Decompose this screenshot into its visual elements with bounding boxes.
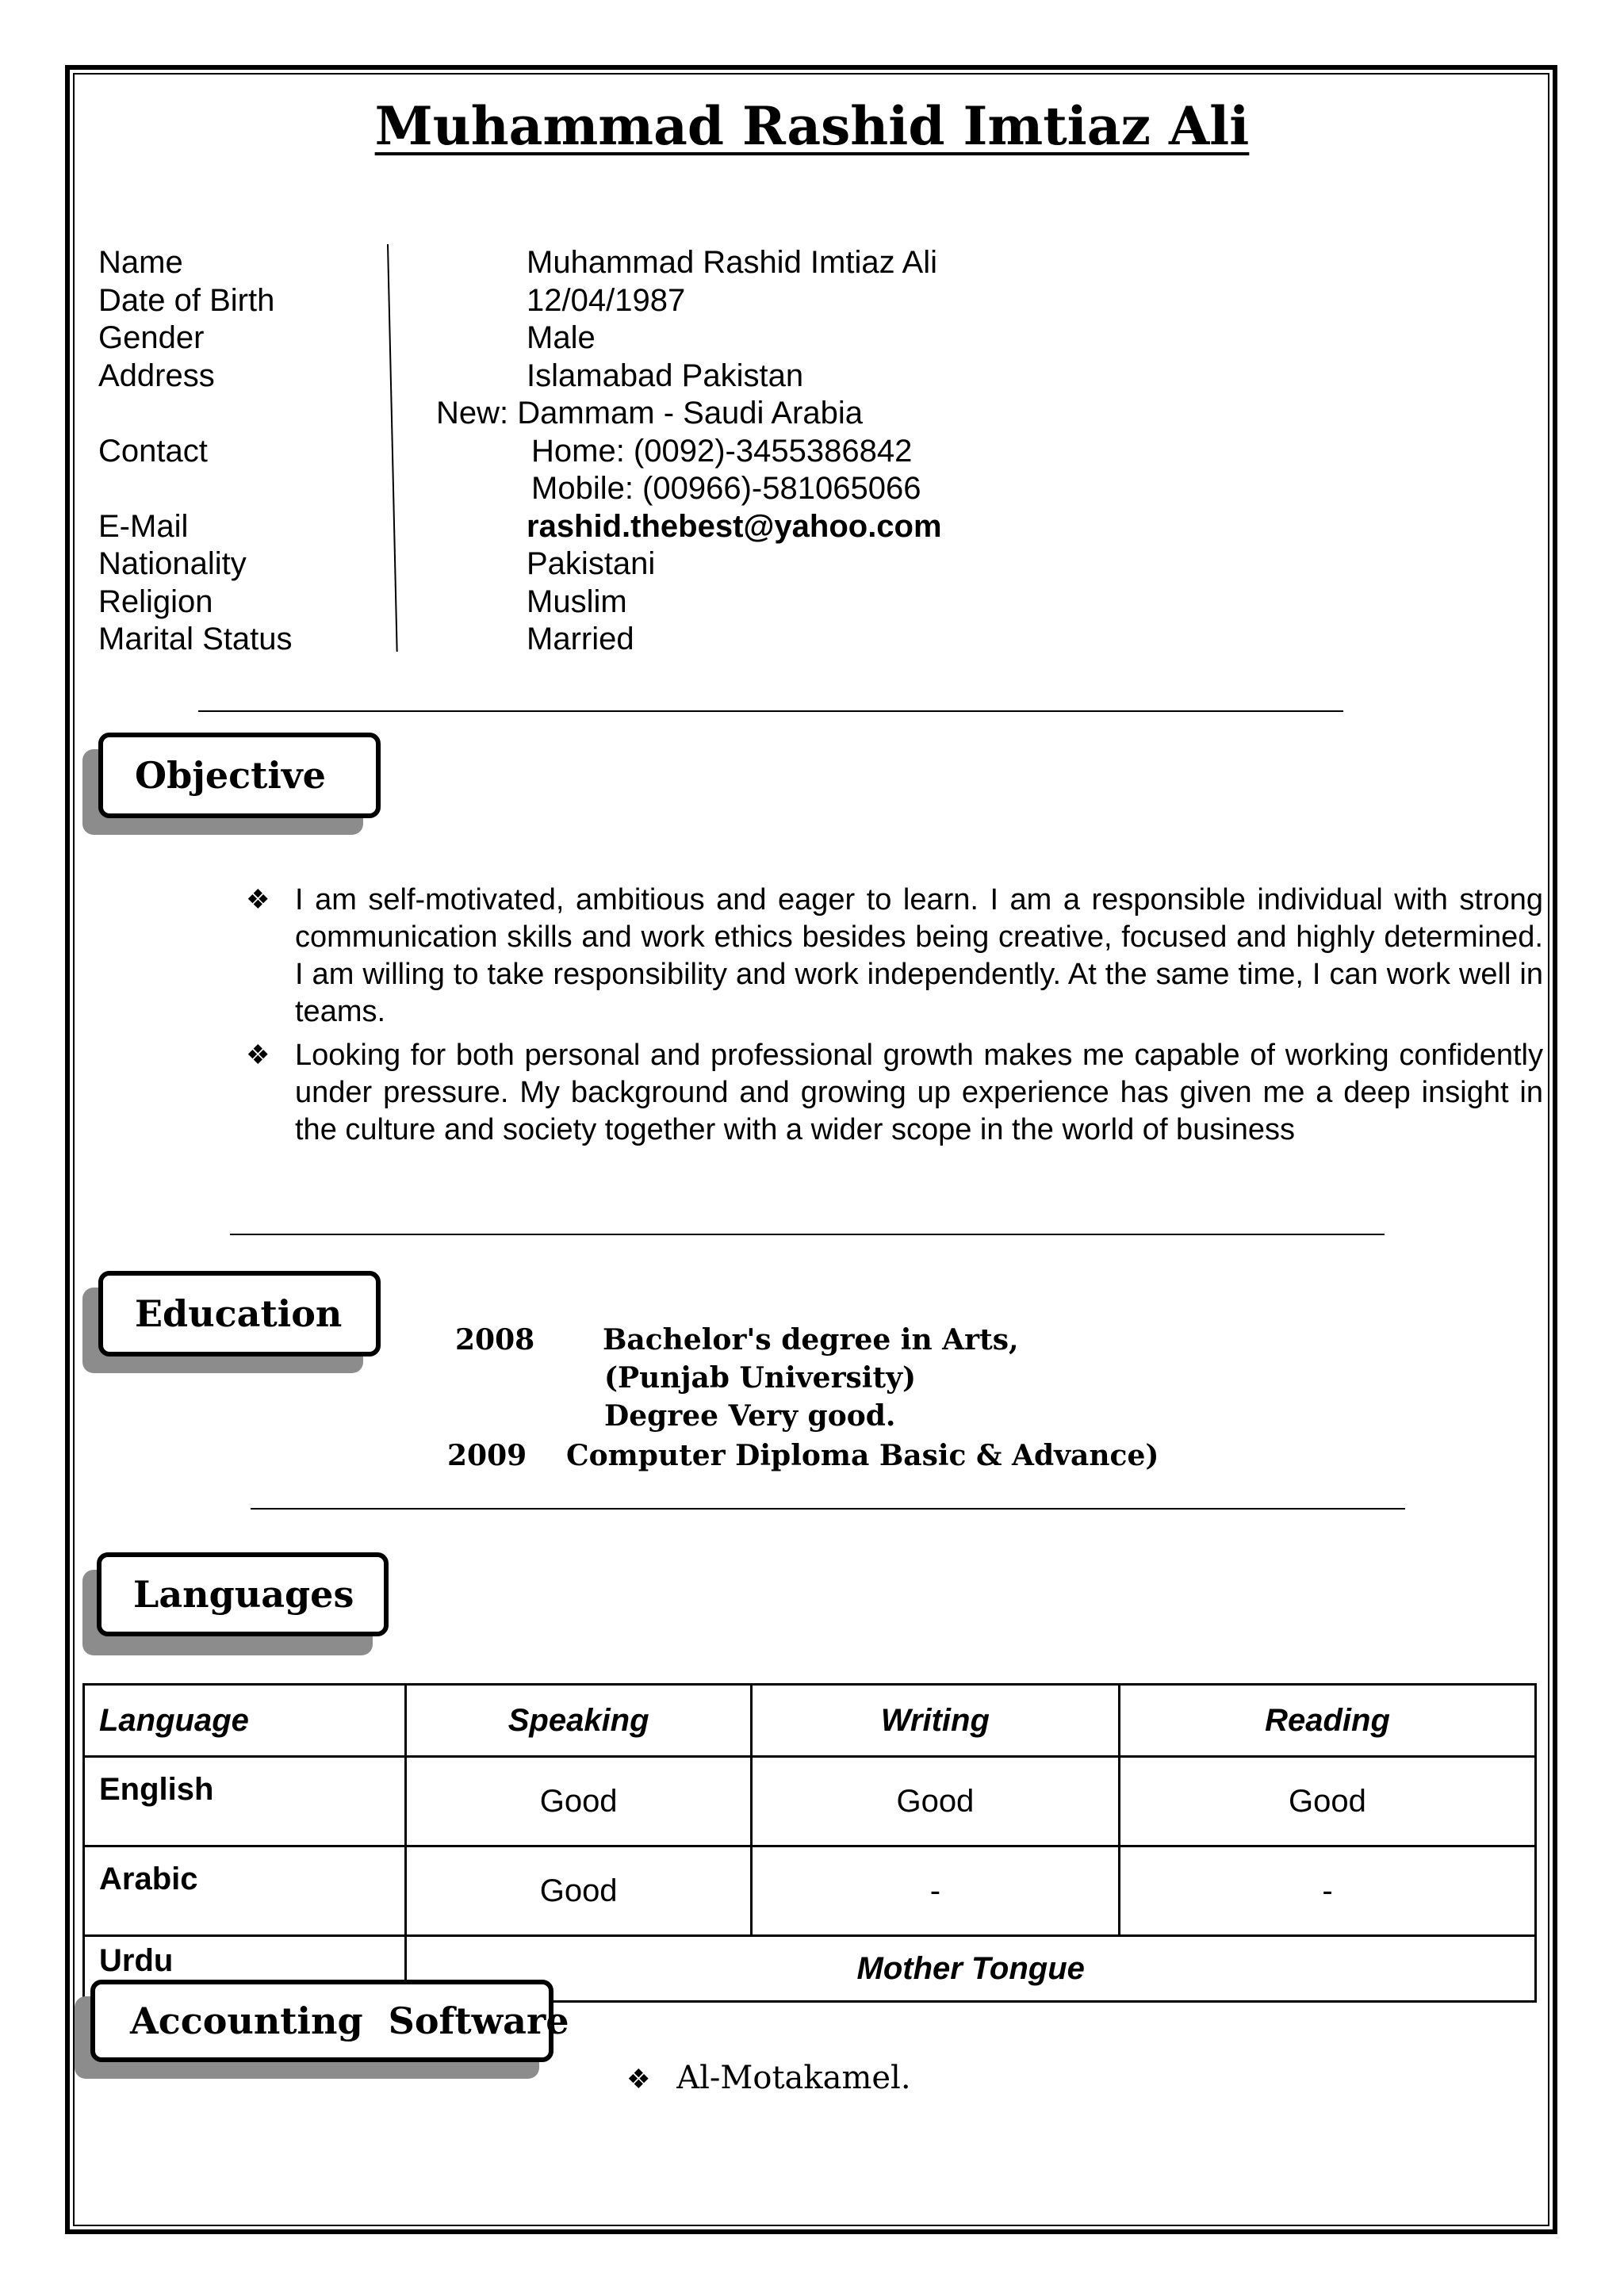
header-reading: Reading [1119, 1685, 1535, 1757]
label-nationality: Nationality [98, 546, 247, 581]
cell-language: English [84, 1757, 406, 1846]
label-marital-status: Marital Status [98, 622, 293, 656]
table-header-row [84, 1685, 1536, 1757]
value-nationality: Pakistani [527, 546, 656, 581]
software-item-text: Al-Motakamel. [676, 2060, 911, 2096]
personal-info-labels [98, 244, 293, 659]
value-mobile-phone: Mobile: (00966)-581065066 [531, 471, 921, 506]
divider-line [251, 1508, 1405, 1510]
education-degree-1: Bachelor's degree in Arts, [603, 1323, 1019, 1357]
cell-mother-tongue: Mother Tongue [406, 1936, 1536, 2002]
cell-writing: - [751, 1846, 1119, 1936]
table-row [84, 1757, 1536, 1846]
cell-reading: Good [1119, 1757, 1535, 1846]
label-blank [98, 395, 293, 433]
value-name: Muhammad Rashid Imtiaz Ali [527, 245, 937, 280]
cell-speaking: Good [406, 1757, 751, 1846]
label-address: Address [98, 358, 215, 393]
objective-heading-text: Objective [135, 754, 326, 797]
cell-language: Urdu [84, 1936, 406, 2002]
table-row [84, 1846, 1536, 1936]
education-university-1: (Punjab University) [604, 1361, 917, 1395]
value-email[interactable]: rashid.thebest@yahoo.com [527, 508, 942, 544]
divider-line [198, 710, 1343, 712]
label-email: E-Mail [98, 508, 189, 544]
page-title: Muhammad Rashid Imtiaz Ali [374, 95, 1250, 157]
diamond-bullet-icon: ❖ [626, 2064, 651, 2095]
diamond-bullet-icon: ❖ [246, 1040, 270, 1070]
value-home-phone: Home: (0092)-3455386842 [531, 433, 913, 469]
label-name: Name [98, 245, 183, 280]
label-dob: Date of Birth [98, 282, 275, 318]
label-religion: Religion [98, 584, 213, 619]
list-item [246, 882, 1543, 1031]
software-heading-text: Accounting Software [130, 1999, 569, 2042]
education-degree-2: Computer Diploma Basic & Advance) [566, 1439, 1159, 1472]
cell-speaking: Good [406, 1846, 751, 1936]
cell-writing: Good [751, 1757, 1119, 1846]
section-heading-education [98, 1271, 381, 1357]
cell-reading: - [1119, 1846, 1535, 1936]
value-religion: Muslim [527, 584, 627, 619]
education-year-2008: 2008 [455, 1323, 535, 1357]
value-new-address: New: Dammam - Saudi Arabia [436, 396, 863, 430]
education-year-2009: 2009 [447, 1439, 527, 1472]
objective-text: I am self-motivated, ambitious and eager to learn. I am a responsible individual with strong communication skills and work ethics besides being creative, focused and highly determined. I am willing to take responsibility and work independently. At the same time, I can work well in teams. [295, 883, 1543, 1028]
label-contact: Contact [98, 433, 208, 469]
value-address: Islamabad Pakistan [527, 358, 804, 393]
value-marital-status: Married [527, 622, 634, 656]
section-heading-accounting-software [90, 1980, 569, 2062]
education-grade-1: Degree Very good. [604, 1399, 896, 1433]
list-item [246, 1037, 1543, 1149]
divider-line [230, 1234, 1385, 1235]
section-heading-languages [97, 1552, 389, 1636]
education-heading-text: Education [135, 1292, 343, 1335]
value-gender: Male [527, 320, 596, 355]
header-writing: Writing [751, 1685, 1119, 1757]
value-dob: 12/04/1987 [527, 282, 686, 318]
personal-info-values [436, 244, 942, 659]
cell-language: Arabic [84, 1846, 406, 1936]
label-gender: Gender [98, 320, 205, 355]
header-speaking: Speaking [406, 1685, 751, 1757]
diamond-bullet-icon: ❖ [246, 885, 270, 915]
objective-list [246, 882, 1543, 1155]
objective-text: Looking for both personal and professional growth makes me capable of working confidently under pressure. My background and growing up experience has given me a deep insight in the culture and society together with a wider scope in the world of business [295, 1039, 1543, 1146]
software-list-item [626, 2060, 911, 2096]
section-heading-objective [98, 733, 381, 818]
label-blank [98, 470, 293, 508]
languages-heading-text: Languages [133, 1573, 354, 1616]
languages-table [82, 1683, 1537, 2003]
header-language: Language [84, 1685, 406, 1757]
